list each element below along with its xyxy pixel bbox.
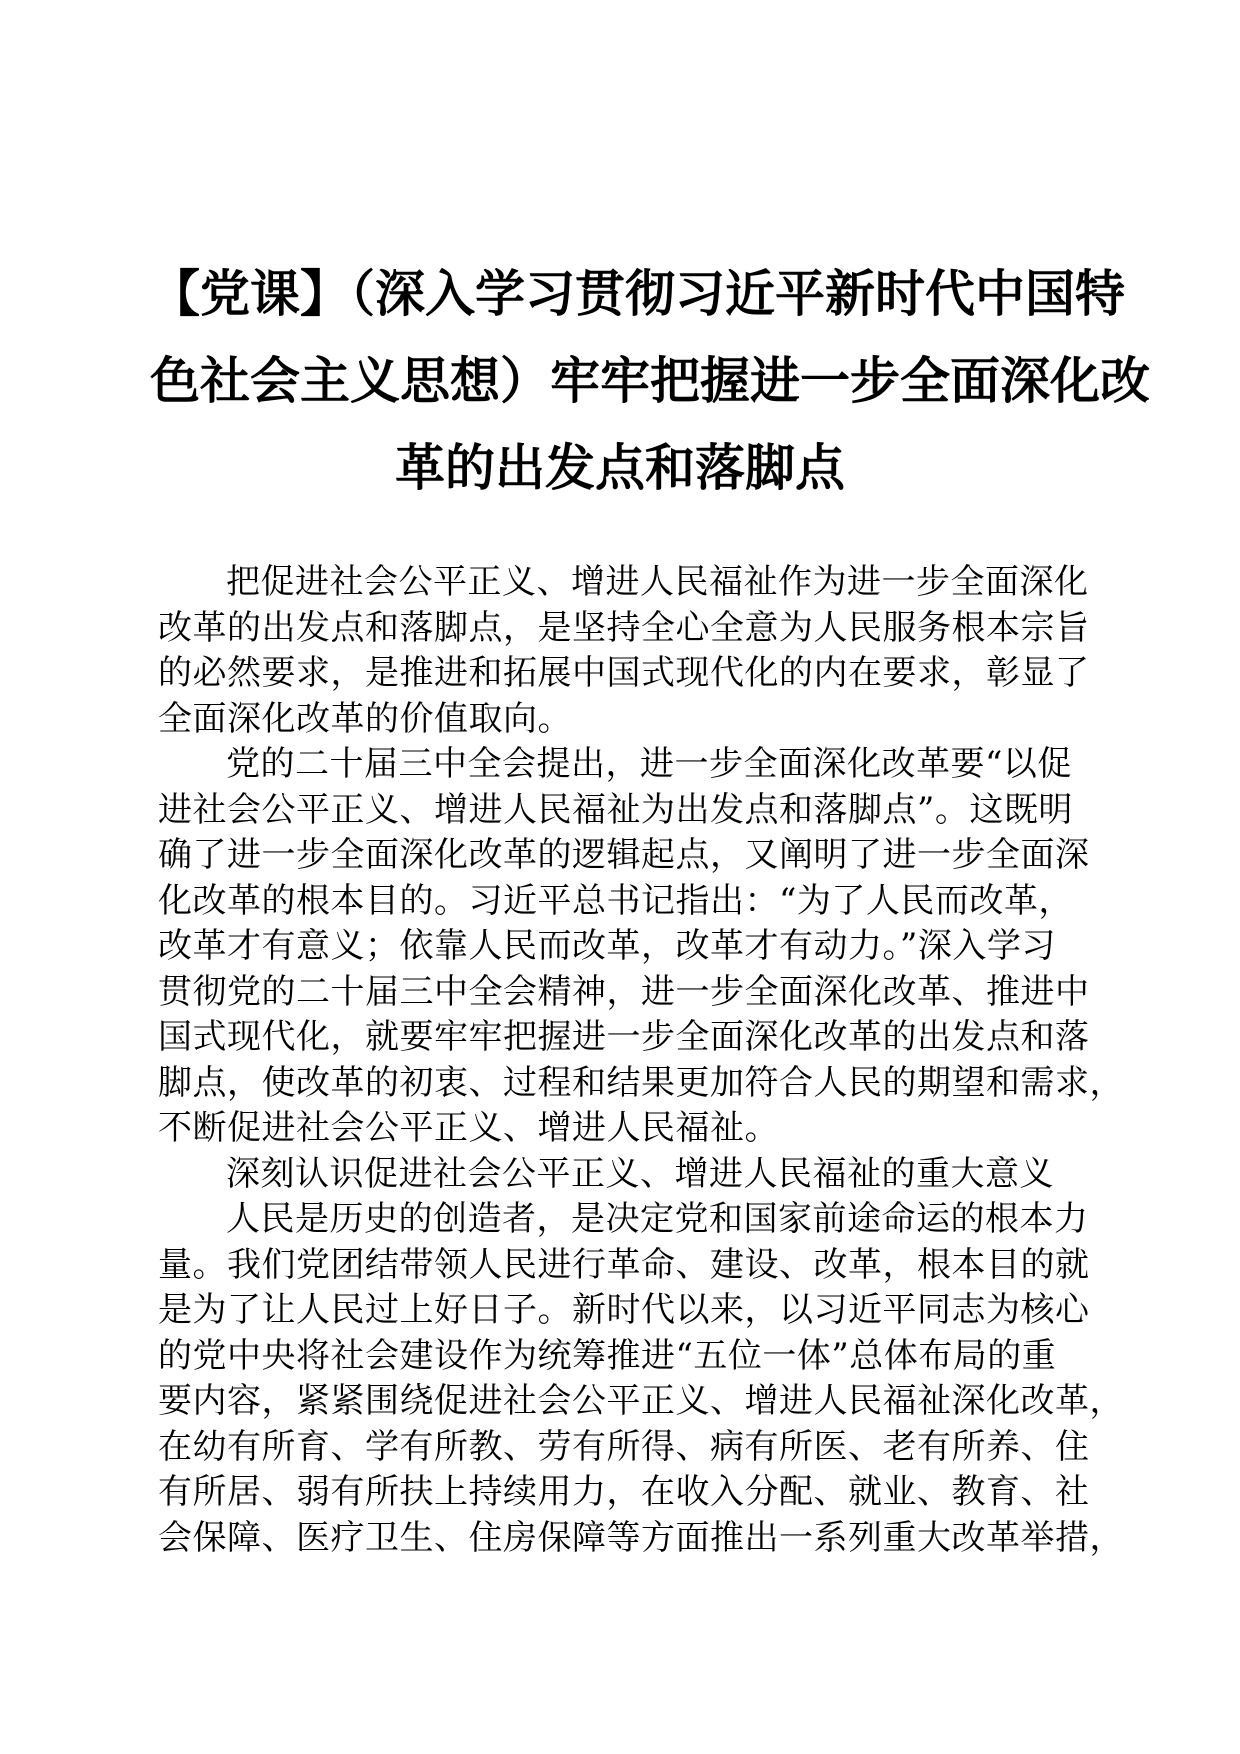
paragraph-line: 全面深化改革的价值取向。 [158,698,572,739]
paragraph-line: 的必然要求，是推进和拓展中国式现代化的内在要求，彰显了 [158,653,1090,693]
document-body [158,560,1124,1561]
paragraph-line: 把促进社会公平正义、增进人民福祉作为进一步全面深化 [226,562,1089,602]
paragraph-line: 贯彻党的二十届三中全会精神，进一步全面深化改革、推进中 [158,971,1090,1012]
document-title [150,250,1150,511]
paragraph-line: 人民是历史的创造者，是决定党和国家前途命运的根本力 [226,1199,1089,1239]
paragraph-intro [158,560,1090,742]
paragraph-people [158,1197,1124,1561]
paragraph-line: 党的二十届三中全会提出，进一步全面深化改革要“以促 [226,744,1072,784]
section-heading [158,1152,1078,1198]
paragraph-line: 改革才有意义；依靠人民而改革，改革才有动力。”深入学习 [158,926,1056,966]
paragraph-line: 会保障、医疗卫生、住房保障等方面推出一系列重大改革举措， [158,1517,1124,1558]
paragraph-line: 国式现代化，就要牢牢把握进一步全面深化改革的出发点和落 [158,1017,1090,1057]
paragraph-line: 的党中央将社会建设作为统筹推进“五位一体”总体布局的重 [158,1335,1057,1376]
paragraph-line: 在幼有所育、学有所教、劳有所得、病有所医、老有所养、住 [158,1426,1090,1467]
title-line: 革的出发点和落脚点 [395,438,845,497]
paragraph-line: 改革的出发点和落脚点，是坚持全心全意为人民服务根本宗旨 [158,607,1090,648]
paragraph-line: 有所居、弱有所扶上持续用力，在收入分配、就业、教育、社 [158,1472,1090,1512]
paragraph-line: 脚点，使改革的初衷、过程和结果更加符合人民的期望和需求， [158,1062,1124,1103]
paragraph-line: 不断促进社会公平正义、增进人民福祉。 [158,1108,779,1148]
paragraph-line: 是为了让人民过上好日子。新时代以来，以习近平同志为核心 [158,1290,1090,1330]
section-heading-text: 深刻认识促进社会公平正义、增进人民福祉的重大意义 [226,1153,1054,1194]
paragraph-line: 要内容，紧紧围绕促进社会公平正义、增进人民福祉深化改革， [158,1381,1124,1421]
paragraph-line: 化改革的根本目的。习近平总书记指出：“为了人民而改革， [158,880,1073,921]
paragraph-plenum [158,742,1124,1152]
paragraph-line: 确了进一步全面深化改革的逻辑起点，又阐明了进一步全面深 [158,835,1090,875]
title-line: 【党课】（深入学习贯彻习近平新时代中国特 [150,264,1125,323]
paragraph-line: 量。我们党团结带领人民进行革命、建设、改革，根本目的就 [158,1244,1090,1285]
paragraph-line: 进社会公平正义、增进人民福祉为出发点和落脚点”。这既明 [158,789,1073,830]
title-line: 色社会主义思想）牢牢把握进一步全面深化改 [150,351,1150,410]
